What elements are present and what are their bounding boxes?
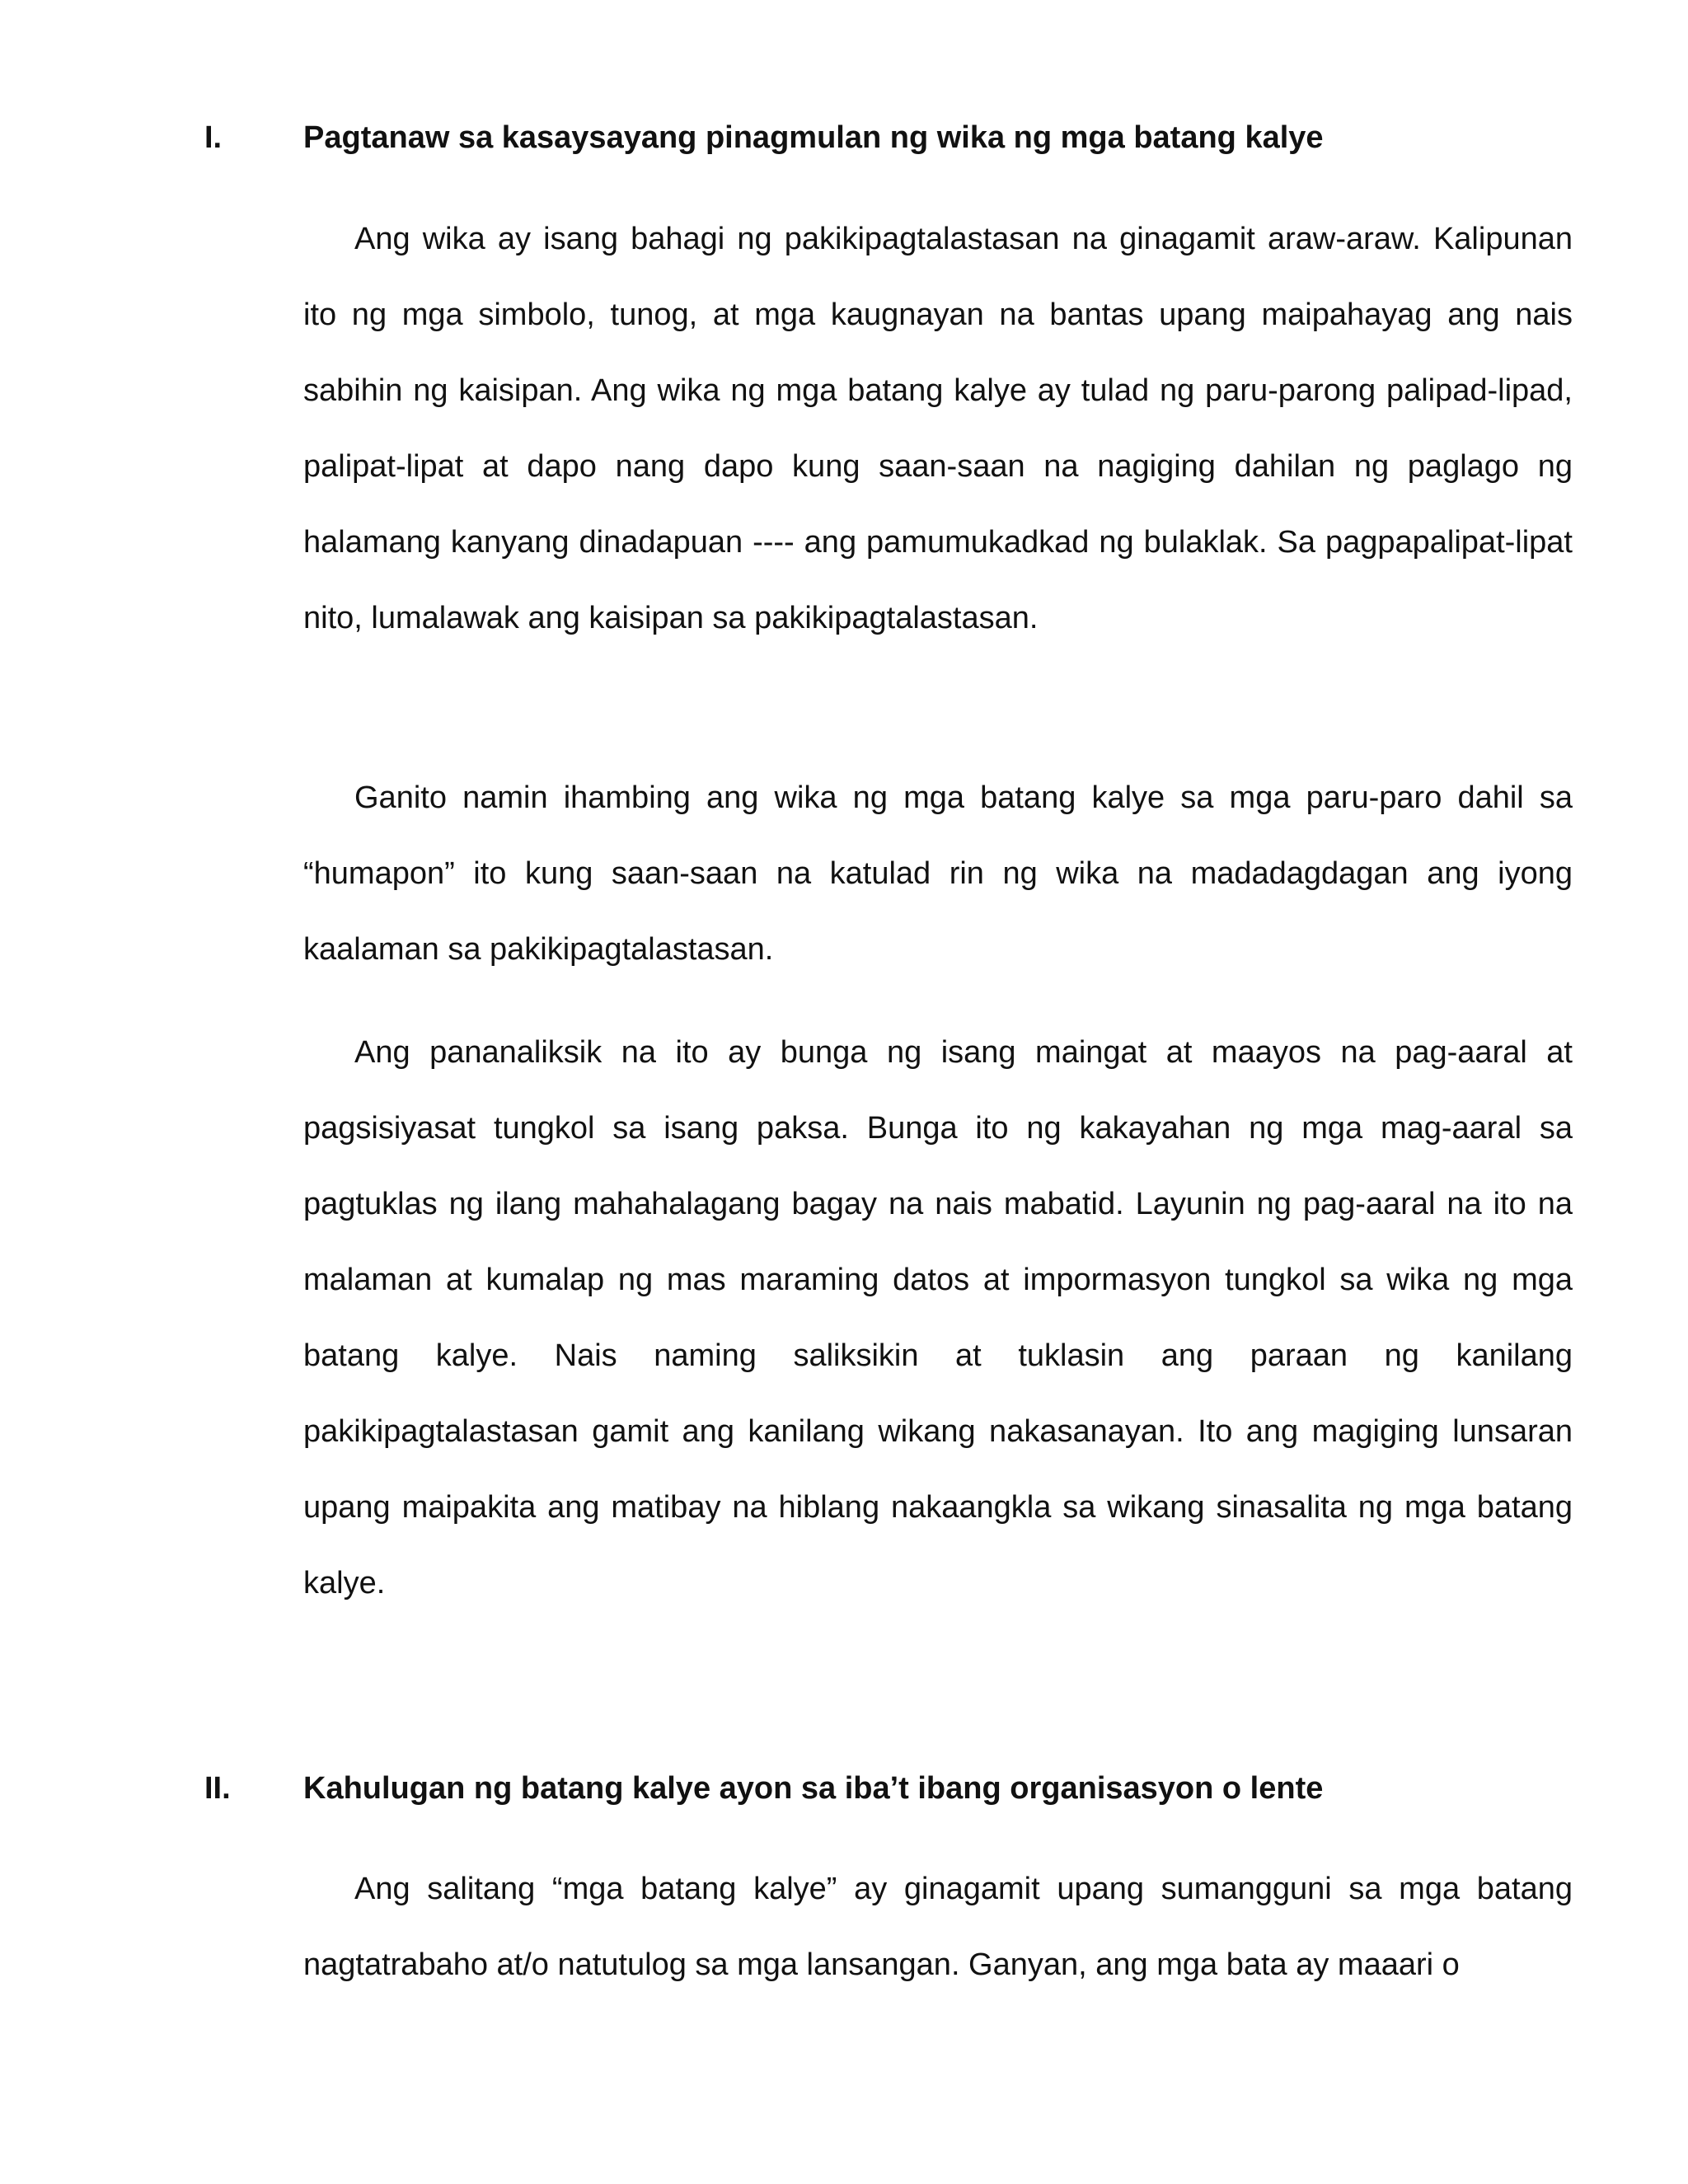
body-paragraph: Ang wika ay isang bahagi ng pakikipagtalastasan na ginagamit araw-araw. Kalipunan ito ng mga simbolo, tunog, at mga kaugnayan na bantas upang maipahayag ang nais sabihin ng kaisipan. Ang wika ng mga batang kalye ay tulad ng paru-parong palipad-lipad, palipat-lipat at dapo nang dapo kung saan-saan na nagiging dahilan ng paglago ng halamang kanyang dinadapuan ---- ang pamumukadkad ng bulaklak. Sa pagpapalipat-lipat nito, lumalawak ang kaisipan sa pakikipagtalastasan.	[303, 222, 1573, 635]
section-numeral-2: II.	[204, 1771, 231, 1806]
body-paragraph: Ganito namin ihambing ang wika ng mga batang kalye sa mga paru-paro dahil sa “humapon” ito kung saan-saan na katulad rin ng wika na madadagdagan ang iyong kaalaman sa pakikipagtalastasan.	[303, 780, 1573, 967]
section-title-1: Pagtanaw sa kasaysayang pinagmulan ng wika ng mga batang kalye	[303, 120, 1324, 155]
body-paragraph: Ang salitang “mga batang kalye” ay ginagamit upang sumangguni sa mga batang nagtatrabaho at/o natutulog sa mga lansangan. Ganyan, ang mga bata ay maaari o	[303, 1872, 1573, 1982]
body-paragraph: Ang pananaliksik na ito ay bunga ng isang maingat at maayos na pag-aaral at pagsisiyasat tungkol sa isang paksa. Bunga ito ng kakayahan ng mga mag-aaral sa pagtuklas ng ilang mahahalagang bagay na nais mabatid. Layunin ng pag-aaral na ito na malaman at kumalap ng mas maraming datos at impormasyon tungkol sa wika ng mga batang kalye. Nais naming saliksikin at tuklasin ang paraan ng kanilang pakikipagtalastasan gamit ang kanilang wikang nakasanayan. Ito ang magiging lunsaran upang maipakita ang matibay na hiblang nakaangkla sa wikang sinasalita ng mga batang kalye.	[303, 1035, 1573, 1601]
section-title-2: Kahulugan ng batang kalye ayon sa iba’t ibang organisasyon o lente	[303, 1771, 1324, 1806]
section-numeral-1: I.	[204, 120, 223, 155]
